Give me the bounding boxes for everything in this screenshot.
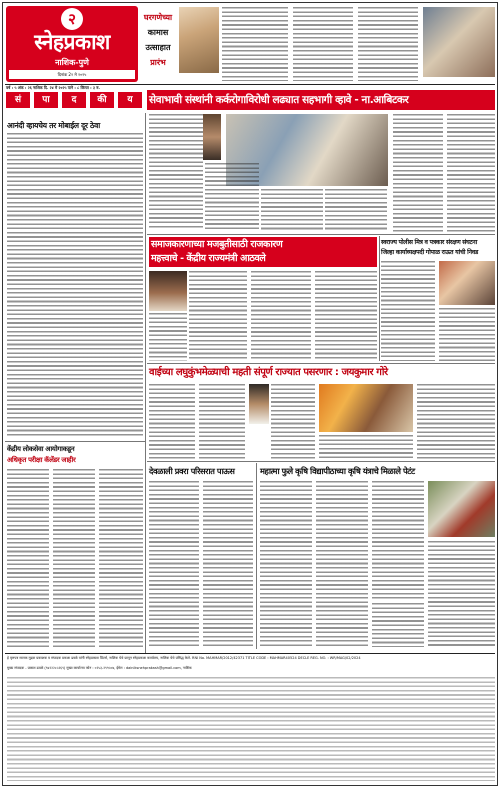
story2-headline-line-1: समाजकारणाच्या मजबुतीसाठी राजकारण — [151, 239, 283, 250]
story2-headline-line-2: महत्त्वाचे - केंद्रीय राज्यमंत्री आठवले — [151, 253, 266, 264]
story4-body-col-5 — [417, 384, 495, 459]
story3-headline-line-1: स्वराज्य पोलीस मित्र व पत्रकार संरक्षण संघटना — [381, 239, 478, 246]
story2-body-col-2 — [251, 271, 311, 361]
story4-headline: वाईच्या लघुकुंभमेळ्याची महती संपूर्ण राज्यात पसरणार : जयकुमार गोरे — [149, 367, 388, 378]
story5-headline-line-1: केंद्रीय लोकसेवा आयोगाकडून — [7, 445, 75, 453]
column-rule — [256, 463, 257, 649]
story4-photo-crowd — [319, 384, 413, 432]
tagline-line-4: प्रारंभ — [150, 58, 166, 67]
newspaper-page — [2, 2, 498, 786]
story4-body-col-1 — [149, 384, 195, 459]
sampadakiya-letter: पा — [34, 92, 58, 108]
column-rule — [379, 236, 380, 361]
lower-text-block — [7, 677, 495, 781]
footer-rule — [5, 653, 495, 654]
lead-body-col-4 — [325, 189, 387, 231]
section-rule — [147, 461, 495, 462]
story5-body-col-1 — [7, 469, 49, 647]
story6-body-col-1 — [149, 481, 199, 647]
tagline-photo — [179, 7, 219, 73]
edition-name: नाशिक-पुणे — [55, 58, 89, 67]
sampadakiya-letter: सं — [6, 92, 30, 108]
story7-body-col-2 — [316, 481, 368, 647]
story3-body-col-2 — [439, 308, 495, 361]
section-rule — [5, 441, 145, 442]
masthead-dateline: दिनांक 2२ मे २०२५ — [9, 70, 135, 79]
footer-contact: मुख्य संपादक - प्रकाश ढवळे (९४२२२८५२६९) मुख्य कार्यालय फोन : ०२५३-२९९५०७, ईमेल : dainiksnehprakash@gmail.com, नाशिक — [7, 666, 192, 670]
lead-body-col-2 — [205, 163, 259, 231]
story3-body-col-1 — [381, 261, 435, 361]
tagline-line-3: उत्साहात — [145, 43, 171, 52]
lead-body-col-1 — [149, 114, 203, 229]
lead-body-col-3 — [261, 189, 323, 231]
top-story-column-2 — [293, 7, 353, 81]
meta-line: वर्ष : ५ अंक : २६ नाशिक दि. २४ मे २०२५ पाने : ८ किंमत : ३ रु. — [6, 85, 100, 90]
sampadakiya-letter: य — [118, 92, 142, 108]
lead-body-col-6 — [447, 114, 495, 232]
top-story-column-3 — [358, 7, 418, 81]
story2-body-col-0 — [149, 313, 187, 361]
story4-body-col-4 — [319, 435, 413, 459]
story7-body-col-3 — [372, 481, 424, 599]
section-rule — [147, 363, 495, 364]
story7-headline: महात्मा फुले कृषि विद्यापीठाच्या कृषि यंत्राचे मिळाले पेटंट — [260, 466, 415, 476]
masthead-box — [6, 6, 138, 82]
lead-headline: सेवाभावी संस्थांनी कर्करोगाविरोधी लढ्यात सहभागी व्हावे - ना.आबिटकर — [149, 94, 409, 106]
sampadakiya-label — [6, 92, 142, 108]
story2-photo-athawale — [149, 271, 187, 311]
story4-body-col-2 — [199, 384, 245, 459]
newspaper-title: स्नेहप्रकाश — [34, 29, 110, 54]
issue-number-circle: २ — [61, 8, 83, 30]
lead-body-col-5 — [393, 114, 443, 232]
tagline-line-2: कामास — [147, 28, 169, 37]
sampadakiya-letter: की — [90, 92, 114, 108]
story4-photo-gore — [249, 384, 269, 424]
lead-photo-minister — [203, 114, 221, 160]
story7-body-col-5 — [372, 603, 424, 647]
story4-body-col-3 — [271, 384, 315, 459]
story3-headline-line-2: जिल्हा कार्याध्यक्षपदी गोपाळ राऊत यांची निवड — [381, 249, 478, 256]
tagline-line-1: घरगणेच्या — [143, 13, 173, 22]
section-rule — [147, 234, 495, 235]
top-story-column-1 — [222, 7, 288, 81]
story5-body-col-3 — [99, 469, 143, 647]
story5-body-col-2 — [53, 469, 95, 647]
story5-headline-line-2: अधिकृत परीक्षा कॅलेंडर जाहीर — [7, 456, 76, 464]
story7-body-col-4 — [428, 541, 495, 647]
story2-body-col-1 — [189, 271, 247, 361]
top-right-photo — [423, 7, 495, 77]
story7-body-col-1 — [260, 481, 312, 647]
story7-photo-machine — [428, 481, 495, 537]
editorial-headline: आनंदी व्हायचेय तर मोबाईल दूर ठेवा — [7, 121, 100, 130]
footer-imprint: हे वृत्तपत्र मालक मुद्रक प्रकाशक व संपादक प्रकाश ढवळे यांनी स्नेहप्रकाश प्रिंटर्स, नाशिक येथे छापून स्नेहप्रकाश कार्यालय, नाशिक येथे प्रसिद्ध केले. RNI No. MAHMAR/2012/42371 TITLE CODE : MAHMAR40524 DECLE REG. NO. : WR/MAG/02/2024 — [7, 656, 361, 660]
story6-headline: देवळाली प्रवरा परिसरात पाऊस — [149, 466, 235, 476]
story2-body-col-3 — [315, 271, 377, 361]
editorial-body — [7, 133, 143, 438]
tagline-box — [140, 6, 176, 82]
column-rule — [145, 113, 146, 653]
story3-photo — [439, 261, 495, 305]
sampadakiya-letter: द — [62, 92, 86, 108]
story6-body-col-2 — [203, 481, 253, 647]
